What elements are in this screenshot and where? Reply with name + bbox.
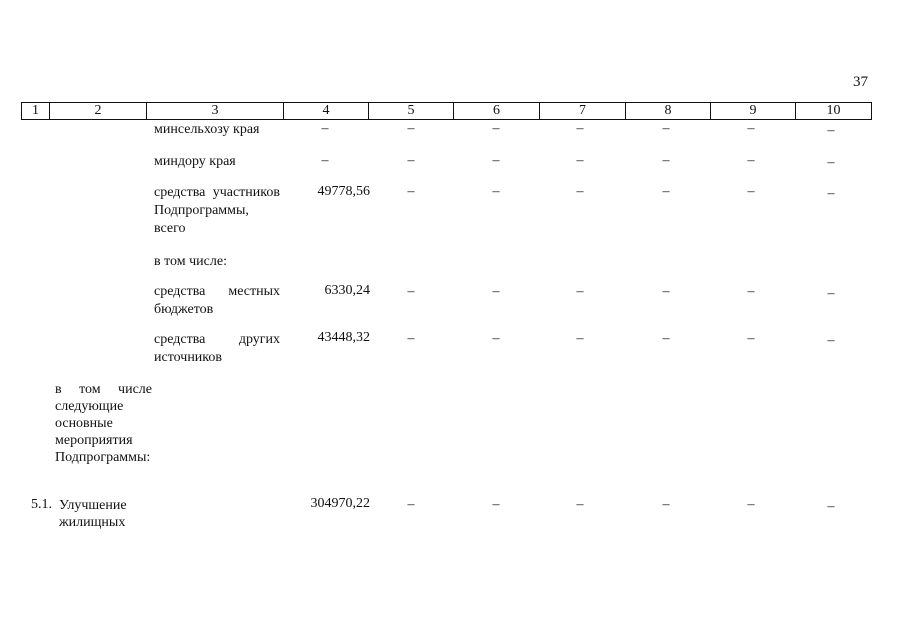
dash-cell: – — [576, 121, 584, 136]
value-cell: – — [321, 121, 329, 136]
header-cell: 5 — [369, 103, 454, 120]
dash-cell: – — [747, 331, 755, 346]
dash-cell: – — [827, 186, 835, 201]
funding-source: миндору края — [154, 154, 236, 169]
dash-cell: – — [827, 333, 835, 348]
dash-cell: – — [827, 123, 835, 138]
dash-cell: – — [662, 497, 670, 512]
dash-cell: – — [492, 121, 500, 136]
dash-cell: – — [576, 153, 584, 168]
dash-cell: – — [747, 121, 755, 136]
dash-cell: – — [662, 153, 670, 168]
dash-cell: – — [662, 284, 670, 299]
dash-cell: – — [827, 155, 835, 170]
dash-cell: – — [407, 497, 415, 512]
dash-cell: – — [662, 121, 670, 136]
dash-cell: – — [407, 284, 415, 299]
dash-cell: – — [492, 497, 500, 512]
value-cell: 43448,32 — [317, 330, 370, 345]
column-number-header — [21, 102, 872, 120]
dash-cell: – — [827, 286, 835, 301]
dash-cell: – — [576, 184, 584, 199]
dash-cell: – — [747, 284, 755, 299]
dash-cell: – — [747, 153, 755, 168]
header-cell: 8 — [626, 103, 711, 120]
dash-cell: – — [576, 497, 584, 512]
value-cell: 304970,22 — [310, 496, 370, 511]
section-note: в том числе следующие основные мероприятия Подпрограммы: — [55, 382, 152, 465]
dash-cell: – — [407, 331, 415, 346]
header-cell: 1 — [22, 103, 50, 120]
value-cell: – — [321, 153, 329, 168]
dash-cell: – — [576, 284, 584, 299]
dash-cell: – — [407, 121, 415, 136]
funding-source: средства местных бюджетов — [154, 284, 280, 317]
dash-cell: – — [827, 499, 835, 514]
header-cell: 7 — [540, 103, 626, 120]
header-cell: 9 — [711, 103, 796, 120]
value-cell: 49778,56 — [317, 184, 370, 199]
funding-source: минсельхозу края — [154, 122, 260, 137]
header-cell: 6 — [454, 103, 540, 120]
dash-cell: – — [747, 497, 755, 512]
subtotal-label: в том числе: — [154, 254, 227, 269]
dash-cell: – — [492, 331, 500, 346]
item-title: Улучшение жилищных — [59, 498, 127, 530]
funding-source: средства участников Подпрограммы, всего — [154, 185, 280, 236]
funding-source: средства других источников — [154, 332, 280, 365]
header-cell: 10 — [796, 103, 872, 120]
dash-cell: – — [492, 184, 500, 199]
dash-cell: – — [747, 184, 755, 199]
item-number: 5.1. — [31, 497, 52, 512]
header-cell: 3 — [147, 103, 284, 120]
page-number: 37 — [853, 74, 868, 90]
header-cell: 4 — [284, 103, 369, 120]
dash-cell: – — [407, 184, 415, 199]
dash-cell: – — [492, 284, 500, 299]
value-cell: 6330,24 — [324, 283, 370, 298]
dash-cell: – — [407, 153, 415, 168]
dash-cell: – — [662, 331, 670, 346]
dash-cell: – — [492, 153, 500, 168]
dash-cell: – — [576, 331, 584, 346]
dash-cell: – — [662, 184, 670, 199]
header-cell: 2 — [50, 103, 147, 120]
